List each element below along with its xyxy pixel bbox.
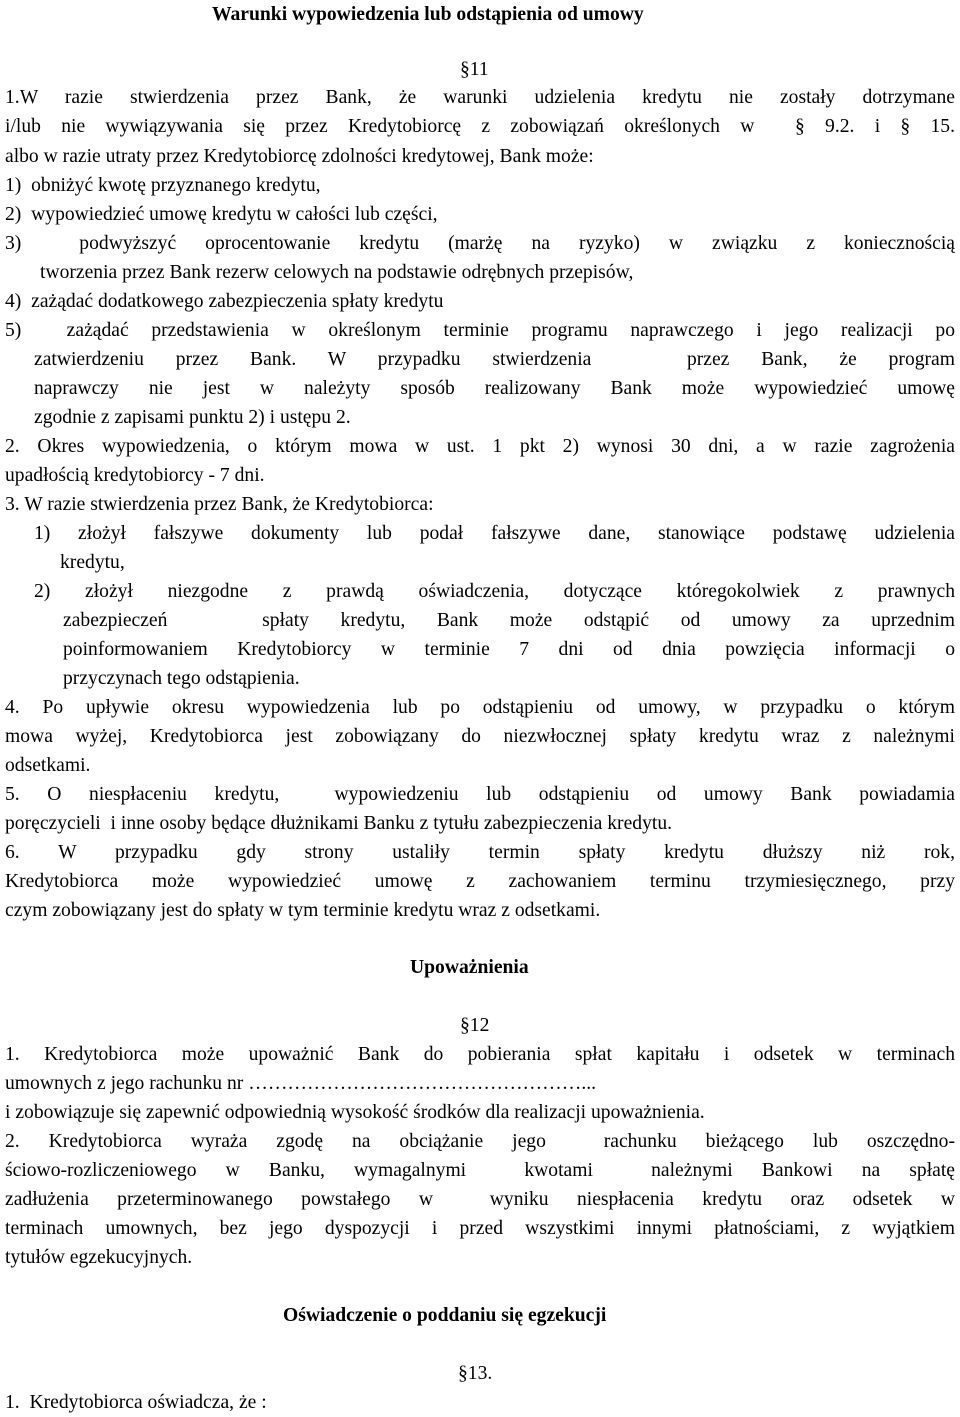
s11-line: 5. O niespłaceniu kredytu, wypowiedzeniu lub odstąpieniu od umowy Bank powiadamia — [5, 784, 955, 805]
s11-line: poinformowaniem Kredytobiorcy w terminie 7 dni od dnia powzięcia informacji o — [63, 639, 955, 660]
section-11-number: §11 — [460, 59, 489, 80]
section-12-number: §12 — [460, 1015, 490, 1036]
s11-line: poręczycieli i inne osoby będące dłużnikami Banku z tytułu zabezpieczenia kredytu. — [5, 813, 673, 834]
s11-line: tworzenia przez Bank rezerw celowych na podstawie odrębnych przepisów, — [40, 262, 634, 283]
s11-line: kredytu, — [60, 552, 125, 573]
heading-upowaznienia: Upoważnienia — [410, 957, 529, 978]
s11-line: 3) podwyższyć oprocentowanie kredytu (marżę na ryzyko) w związku z koniecznością — [5, 233, 955, 254]
s11-line: mowa wyżej, Kredytobiorca jest zobowiązany do niezwłocznej spłaty kredytu wraz z należnymi — [5, 726, 955, 747]
s11-line: i/lub nie wywiązywania się przez Kredytobiorcę z zobowiązań określonych w § 9.2. i § 15. — [5, 116, 955, 137]
s11-line: 2) złożył niezgodne z prawdą oświadczenia, dotyczące któregokolwiek z prawnych — [34, 581, 955, 602]
s11-line: 4) zażądać dodatkowego zabezpieczenia spłaty kredytu — [5, 291, 444, 312]
s12-line: umownych z jego rachunku nr ……………………………………………... — [5, 1073, 597, 1094]
heading-warunki: Warunki wypowiedzenia lub odstąpienia od umowy — [212, 4, 644, 25]
s11-line: zabezpieczeń spłaty kredytu, Bank może odstąpić od umowy za uprzednim — [63, 610, 955, 631]
s11-line: 6. W przypadku gdy strony ustaliły termin spłaty kredytu dłuższy niż rok, — [5, 842, 955, 863]
s11-line: Kredytobiorca może wypowiedzieć umowę z zachowaniem terminu trzymiesięcznego, przy — [5, 871, 955, 892]
section-13-number: §13. — [458, 1363, 493, 1384]
s11-line: 1.W razie stwierdzenia przez Bank, że warunki udzielenia kredytu nie zostały dotrzymane — [5, 87, 955, 108]
s11-line: 2) wypowiedzieć umowę kredytu w całości lub części, — [5, 204, 438, 225]
s12-line: tytułów egzekucyjnych. — [5, 1247, 193, 1268]
s11-line: 3. W razie stwierdzenia przez Bank, że Kredytobiorca: — [5, 494, 434, 515]
s11-line: zatwierdzeniu przez Bank. W przypadku stwierdzenia przez Bank, że program — [34, 349, 955, 370]
s13-line: 1. Kredytobiorca oświadcza, że : — [5, 1392, 267, 1413]
s12-line: 2. Kredytobiorca wyraża zgodę na obciążanie jego rachunku bieżącego lub oszczędno- — [5, 1131, 955, 1152]
s12-line: ściowo-rozliczeniowego w Banku, wymagalnymi kwotami należnymi Bankowi na spłatę — [5, 1160, 955, 1181]
s12-line: zadłużenia przeterminowanego powstałego w wyniku niespłacenia kredytu oraz odsetek w — [5, 1189, 955, 1210]
s11-line: zgodnie z zapisami punktu 2) i ustępu 2. — [34, 407, 351, 428]
s11-line: czym zobowiązany jest do spłaty w tym terminie kredytu wraz z odsetkami. — [5, 900, 601, 921]
s12-line: terminach umownych, bez jego dyspozycji i przed wszystkimi innymi płatnościami, z wyjątkiem — [5, 1218, 955, 1239]
heading-oswiadczenie: Oświadczenie o poddaniu się egzekucji — [283, 1305, 607, 1326]
s11-line: 1) złożył fałszywe dokumenty lub podał fałszywe dane, stanowiące podstawę udzielenia — [34, 523, 955, 544]
s12-line: i zobowiązuje się zapewnić odpowiednią wysokość środków dla realizacji upoważnienia. — [5, 1102, 705, 1123]
s11-line: naprawczy nie jest w należyty sposób realizowany Bank może wypowiedzieć umowę — [34, 378, 955, 399]
s11-line: albo w razie utraty przez Kredytobiorcę zdolności kredytowej, Bank może: — [5, 146, 594, 167]
s11-line: 5) zażądać przedstawienia w określonym terminie programu naprawczego i jego realizacji po — [5, 320, 955, 341]
s11-line: odsetkami. — [5, 755, 91, 776]
s11-line: 1) obniżyć kwotę przyznanego kredytu, — [5, 175, 321, 196]
s11-line: 2. Okres wypowiedzenia, o którym mowa w ust. 1 pkt 2) wynosi 30 dni, a w razie zagrożenia — [5, 436, 955, 457]
s12-line: 1. Kredytobiorca może upoważnić Bank do pobierania spłat kapitału i odsetek w terminach — [5, 1044, 955, 1065]
s11-line: upadłością kredytobiorcy - 7 dni. — [5, 465, 265, 486]
s11-line: 4. Po upływie okresu wypowiedzenia lub po odstąpieniu od umowy, w przypadku o którym — [5, 697, 955, 718]
s11-line: przyczynach tego odstąpienia. — [63, 668, 300, 689]
